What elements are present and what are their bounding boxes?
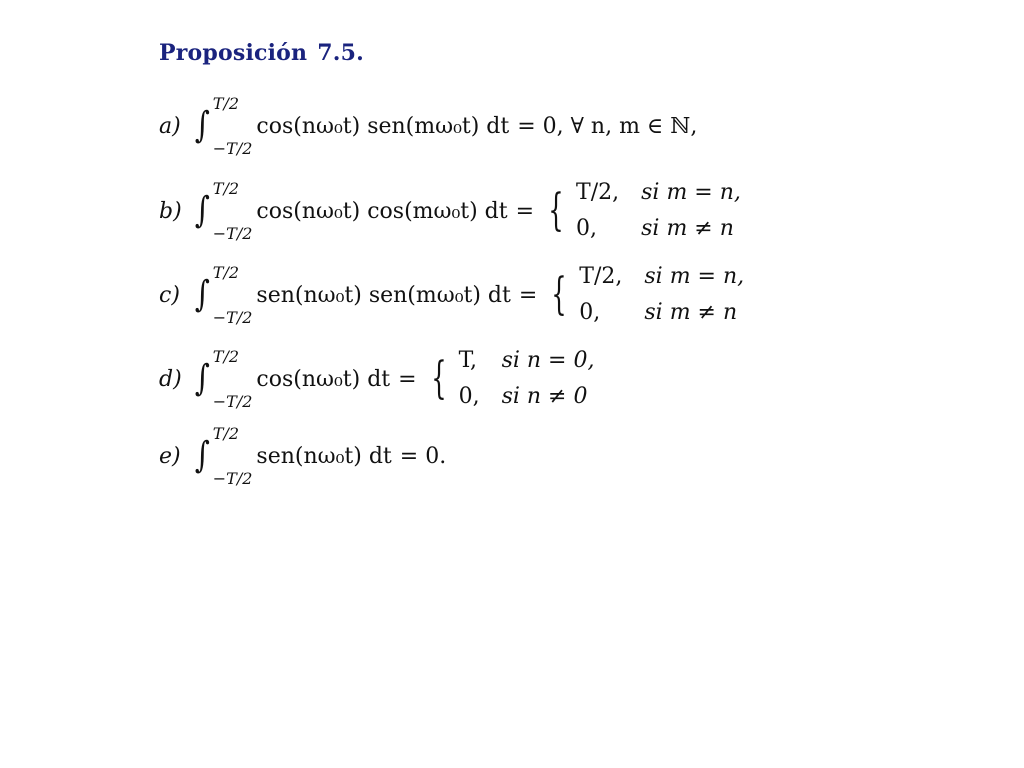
- item-d: [159, 344, 594, 414]
- proposition-word: Proposición: [159, 40, 308, 66]
- item-c: [159, 260, 744, 330]
- case-value: 0,: [576, 216, 598, 241]
- case-value: T/2,: [576, 180, 620, 205]
- right-hand-side: = 0.: [399, 443, 447, 469]
- integral-symbol: ∫ T/2 −T/2: [194, 347, 253, 411]
- equals-sign: =: [398, 366, 417, 392]
- item-label: b): [159, 198, 182, 224]
- integrand: sen(nω₀t) sen(mω₀t) dt: [256, 282, 511, 308]
- case-condition: si n = 0,: [501, 348, 595, 373]
- piecewise-cases: [579, 260, 744, 330]
- left-brace: {: [548, 185, 564, 236]
- lower-limit: −T/2: [212, 224, 253, 243]
- integral-symbol: ∫ T/2 −T/2: [194, 94, 253, 158]
- integral-symbol: ∫ T/2 −T/2: [194, 263, 253, 327]
- equals-sign: =: [515, 198, 535, 224]
- case-value: T,: [458, 348, 478, 373]
- item-b: [159, 176, 741, 246]
- right-hand-side: = 0, ∀ n, m ∈ ℕ,: [517, 113, 698, 139]
- upper-limit: T/2: [212, 94, 240, 113]
- equals-sign: =: [518, 282, 538, 308]
- case-value: 0,: [579, 300, 601, 325]
- piecewise-cases: [459, 344, 595, 414]
- lower-limit: −T/2: [212, 308, 253, 327]
- integral-symbol: ∫ T/2 −T/2: [194, 179, 253, 243]
- lower-limit: −T/2: [212, 469, 253, 488]
- proposition-title: [159, 40, 364, 66]
- integrand: cos(nω₀t) sen(mω₀t) dt: [256, 113, 510, 139]
- item-label: c): [159, 282, 180, 308]
- item-a: [159, 94, 698, 158]
- left-brace: {: [551, 269, 567, 320]
- item-label: a): [159, 113, 181, 139]
- proposition-number: 7.5.: [317, 40, 364, 66]
- case-condition: si m = n,: [644, 264, 745, 289]
- integrand: sen(nω₀t) dt: [256, 443, 392, 469]
- case-condition: si m ≠ n: [644, 300, 738, 325]
- upper-limit: T/2: [212, 424, 240, 443]
- piecewise-cases: [576, 176, 741, 246]
- left-brace: {: [430, 353, 447, 404]
- case-value: T/2,: [579, 264, 623, 289]
- case-condition: si n ≠ 0: [501, 384, 588, 409]
- case-value: 0,: [458, 384, 480, 409]
- upper-limit: T/2: [212, 263, 240, 282]
- item-label: d): [159, 366, 182, 392]
- case-condition: si m ≠ n: [641, 216, 734, 241]
- upper-limit: T/2: [212, 179, 240, 198]
- lower-limit: −T/2: [212, 392, 253, 411]
- lower-limit: −T/2: [212, 139, 253, 158]
- integral-symbol: ∫ T/2 −T/2: [194, 424, 253, 488]
- item-e: [159, 424, 447, 488]
- upper-limit: T/2: [212, 347, 240, 366]
- case-condition: si m = n,: [641, 180, 741, 205]
- item-label: e): [159, 443, 181, 469]
- integrand: cos(nω₀t) dt: [256, 366, 391, 392]
- integrand: cos(nω₀t) cos(mω₀t) dt: [256, 198, 508, 224]
